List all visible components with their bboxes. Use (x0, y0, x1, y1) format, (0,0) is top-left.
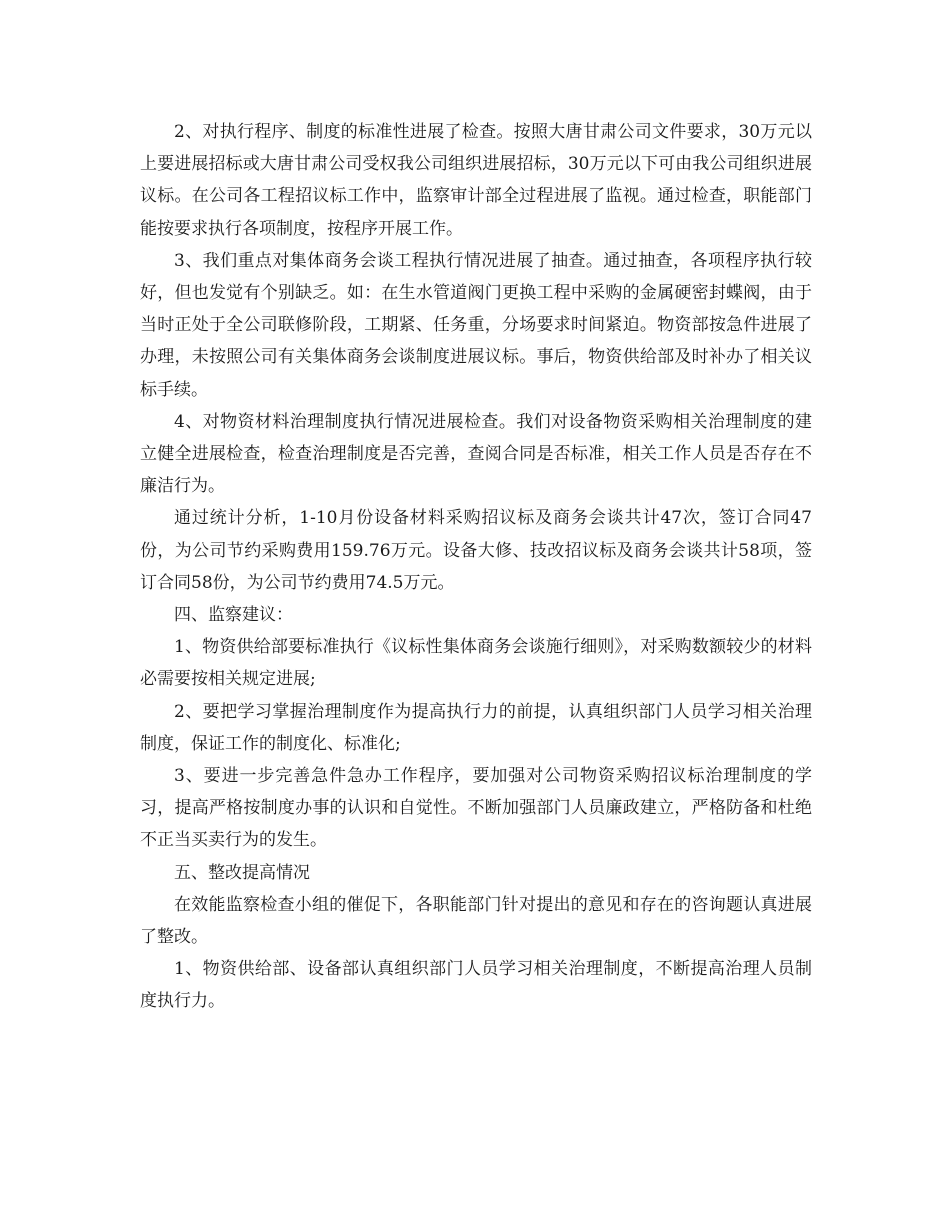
paragraph-suggestion-1: 1、物资供给部要标准执行《议标性集体商务会谈施行细则》，对采购数额较少的材料必需要按相关规定进展; (140, 637, 812, 690)
paragraph-business-talks-check: 3、我们重点对集体商务会谈工程执行情况进展了抽查。通过抽查，各项程序执行较好，但也发觉有个别缺乏。如：在生水管道阀门更换工程中采购的金属硬密封蝶阀，由于当时正处于全公司联修阶段，工期紧、任务重，分场要求时间紧迫。物资部按急件进展了办理，未按照公司有关集体商务会谈制度进展议标。事后，物资供给部及时补办了相关议标手续。 (140, 250, 812, 400)
paragraph-materials-management: 4、对物资材料治理制度执行情况进展检查。我们对设备物资采购相关治理制度的建立健全进展检查，检查治理制度是否完善，查阅合同是否标准，相关工作人员是否存在不廉洁行为。 (140, 411, 812, 497)
paragraph-suggestion-3: 3、要进一步完善急件急办工作程序，要加强对公司物资采购招议标治理制度的学习，提高严格按制度办事的认识和自觉性。不断加强部门人员廉政建立，严格防备和杜绝不正当买卖行为的发生。 (140, 766, 812, 851)
document-page (140, 116, 812, 1018)
paragraph-inspection-procedures: 2、对执行程序、制度的标准性进展了检查。按照大唐甘肃公司文件要求，30万元以上要进展招标或大唐甘肃公司受权我公司组织进展招标，30万元以下可由我公司组织进展议标。在公司各工程招议标工作中，监察审计部全过程进展了监视。通过检查，职能部门能按要求执行各项制度，按程序开展工作。 (140, 122, 812, 239)
heading-rectification: 五、整改提高情况 (174, 862, 310, 883)
paragraph-statistics: 通过统计分析，1-10月份设备材料采购招议标及商务会谈共计47次，签订合同47份，为公司节约采购费用159.76万元。设备大修、技改招议标及商务会谈共计58项，签订合同58份，为公司节约费用74.5万元。 (140, 508, 812, 593)
paragraph-suggestion-2: 2、要把学习掌握治理制度作为提高执行力的前提，认真组织部门人员学习相关治理制度，保证工作的制度化、标准化; (140, 701, 812, 754)
paragraph-rectification-intro: 在效能监察检查小组的催促下，各职能部门针对提出的意见和存在的咨询题认真进展了整改。 (140, 894, 812, 948)
heading-supervision-suggestions: 四、监察建议： (174, 605, 293, 626)
paragraph-rectification-1: 1、物资供给部、设备部认真组织部门人员学习相关治理制度，不断提高治理人员制度执行力。 (140, 959, 812, 1012)
